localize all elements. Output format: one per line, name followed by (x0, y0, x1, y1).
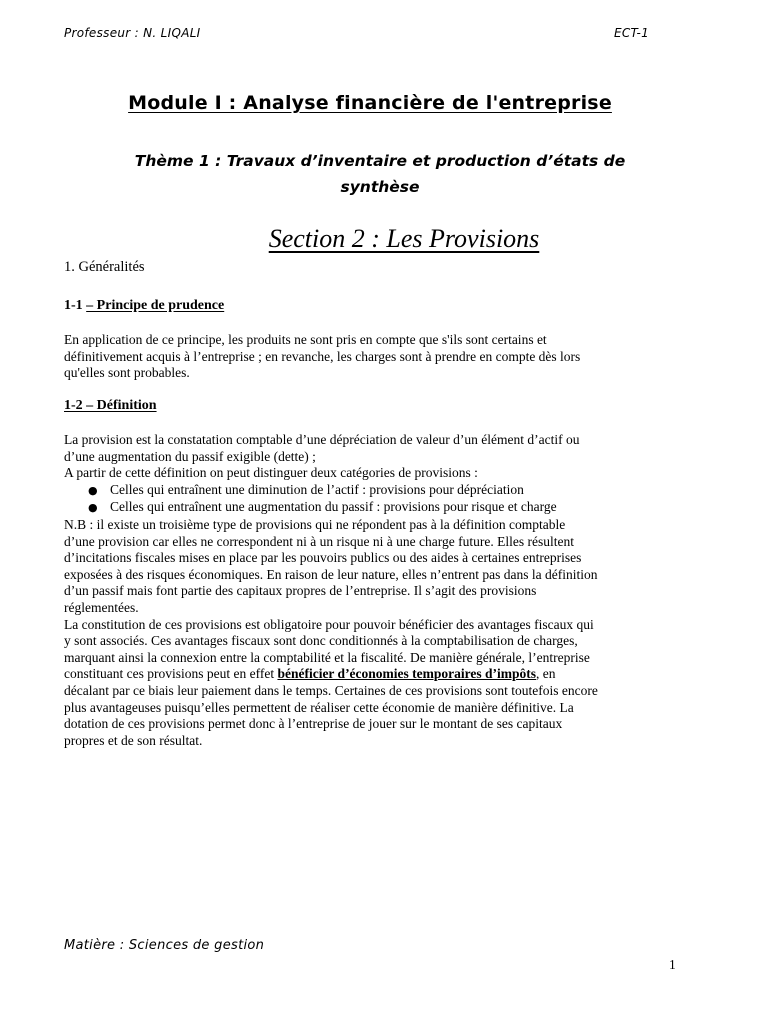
paragraph-line: propres et de son résultat. (64, 732, 203, 748)
heading-principe-prudence-title: – Principe de prudence (86, 298, 225, 313)
list-item (64, 482, 684, 500)
paragraph-line: dotation de ces provisions permet donc à l’entreprise de jouer sur le montant de ses capitaux (64, 716, 563, 732)
paragraph-line: décalant par ce biais leur paiement dans le temps. Certaines de ces provisions sont toutefois encore (64, 682, 598, 698)
paragraph-principe-prudence (64, 332, 684, 382)
paragraph-line-emphasis (64, 666, 684, 683)
paragraph-line: marquant ainsi la connexion entre la comptabilité et la fiscalité. De manière générale, l’entreprise (64, 649, 590, 665)
emphasis-after: , en (536, 666, 556, 682)
heading-definition (64, 398, 157, 414)
paragraph-line: N.B : il existe un troisième type de provisions qui ne répondent pas à la définition comptable (64, 516, 566, 532)
theme-title-line-2: synthèse (340, 178, 420, 196)
paragraph-line: d’un passif mais font partie des capitaux propres de l’entreprise. Il s’agit des provisions (64, 583, 537, 599)
paragraph-line: d’une augmentation du passif exigible (dette) ; (64, 448, 316, 464)
module-title: Module I : Analyse financière de l'entreprise (128, 92, 612, 114)
header-class: ECT-1 (614, 26, 650, 40)
paragraph-line: d’incitations fiscales mises en place par les pouvoirs publics ou des aides à certaines entreprises (64, 550, 582, 566)
theme-title (80, 148, 680, 200)
paragraph-line: qu'elles sont probables. (64, 365, 190, 381)
heading-principe-prudence (64, 298, 224, 314)
footer-subject: Matière : Sciences de gestion (64, 938, 265, 953)
heading-principe-prudence-number: 1-1 (64, 298, 87, 313)
bullet-icon: ● (88, 501, 98, 515)
paragraph-line: exposées à des risques économiques. En raison de leur nature, elles n’entrent pas dans la définition (64, 566, 598, 582)
paragraph-line: La constitution de ces provisions est obligatoire pour pouvoir bénéficier des avantages fiscaux qui (64, 616, 594, 632)
list-item-text: Celles qui entraînent une augmentation du passif : provisions pour risque et charge (110, 499, 557, 515)
section-title: Section 2 : Les Provisions (268, 224, 540, 253)
bullet-icon: ● (88, 483, 98, 497)
list-item-text: Celles qui entraînent une diminution de l’actif : provisions pour dépréciation (110, 481, 524, 497)
paragraph-line: définitivement acquis à l’entreprise ; en revanche, les charges sont à prendre en compte dès lors (64, 348, 581, 364)
theme-title-line-1: Thème 1 : Travaux d’inventaire et production d’états de (134, 152, 626, 170)
paragraph-line: A partir de cette définition on peut distinguer deux catégories de provisions : (64, 465, 478, 481)
paragraph-line: d’une provision car elles ne correspondent ni à un risque ni à une charge future. Elles résultent (64, 533, 574, 549)
paragraph-line: En application de ce principe, les produits ne sont pris en compte que s'ils sont certains et (64, 332, 547, 347)
header-teacher: Professeur : N. LIQALI (64, 26, 201, 40)
paragraph-line: réglementées. (64, 599, 139, 615)
emphasis-text: bénéficier d’économies temporaires d’impôts (277, 666, 537, 682)
heading-generalites: 1. Généralités (64, 259, 145, 275)
paragraph-line: y sont associés. Ces avantages fiscaux sont donc conditionnés à la comptabilisation de charges, (64, 633, 578, 649)
page-number: 1 (669, 957, 676, 972)
heading-definition-title: 1-2 – Définition (64, 398, 157, 413)
paragraph-definition (64, 432, 684, 749)
emphasis-before: constituant ces provisions peut en effet (64, 666, 278, 682)
paragraph-line: plus avantageuses puisqu’elles permettent de réaliser cette économie de manière définitive. La (64, 699, 574, 715)
paragraph-line: La provision est la constatation comptable d’une dépréciation de valeur d’un élément d’actif ou (64, 432, 580, 447)
list-item (64, 499, 684, 517)
